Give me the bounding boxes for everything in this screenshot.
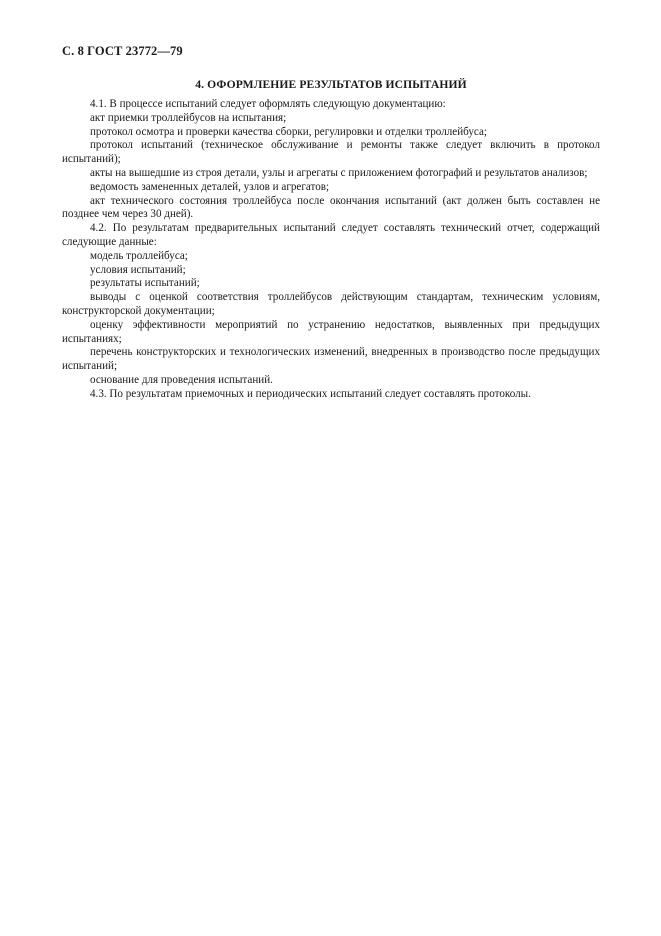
- list-item: акт технического состояния троллейбуса после окончания испытаний (акт должен быть составлен не позднее чем через 30 дней).: [62, 194, 600, 221]
- list-item: протокол испытаний (техническое обслуживание и ремонты также следует включить в протокол испытаний);: [62, 139, 600, 166]
- list-item: акт приемки троллейбусов на испытания;: [90, 111, 287, 124]
- paragraph-4-3: 4.3. По результатам приемочных и периодических испытаний следует составлять протоколы.: [90, 387, 531, 400]
- list-item: основание для проведения испытаний.: [90, 373, 273, 386]
- list-item: перечень конструкторских и технологических изменений, внедренных в производство после предыдущих испытаний;: [62, 346, 600, 373]
- list-item: протокол осмотра и проверки качества сборки, регулировки и отделки троллейбуса;: [90, 125, 487, 138]
- list-item: условия испытаний;: [90, 263, 186, 276]
- list-item: ведомость замененных деталей, узлов и агрегатов;: [90, 180, 330, 193]
- list-item: модель троллейбуса;: [90, 249, 188, 262]
- list-item: оценку эффективности мероприятий по устранению недостатков, выявленных при предыдущих испытаниях;: [62, 318, 600, 345]
- list-item: выводы с оценкой соответствия троллейбусов действующим стандартам, техническим условиям, конструкторской документации;: [62, 291, 600, 317]
- list-item: результаты испытаний;: [90, 277, 200, 290]
- section-title: 4. ОФОРМЛЕНИЕ РЕЗУЛЬТАТОВ ИСПЫТАНИЙ: [195, 78, 467, 91]
- section-body: [62, 98, 600, 402]
- list-item: акты на вышедшие из строя детали, узлы и агрегаты с приложением фотографий и результатов анализов;: [90, 166, 588, 179]
- paragraph-4-1: 4.1. В процессе испытаний следует оформлять следующую документацию:: [90, 98, 446, 110]
- paragraph-4-2: 4.2. По результатам предварительных испытаний следует составлять технический отчет, содержащий следующие данные:: [62, 222, 600, 248]
- page-header: С. 8 ГОСТ 23772—79: [62, 44, 183, 58]
